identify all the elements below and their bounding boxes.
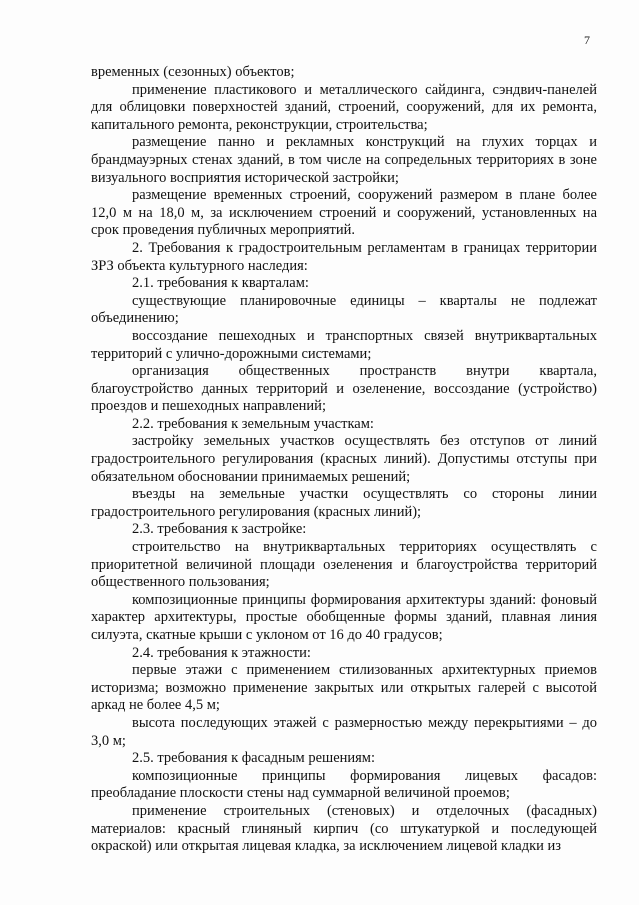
paragraph: 2.1. требования к кварталам: <box>132 275 309 292</box>
paragraph: 2.5. требования к фасадным решениям: <box>132 750 376 767</box>
paragraph: высота последующих этажей с размерностью между перекрытиями – до 3,0 м; <box>91 714 597 749</box>
paragraph: композиционные принципы формирования архитектуры зданий: фоновый характер архитектуры, простые обобщенные формы зданий, плавная линия силуэта, скатные крыши с уклоном от 16 до 40 градусов; <box>91 591 597 643</box>
paragraph: композиционные принципы формирования лицевых фасадов: преобладание плоскости стены над суммарной величиной проемов; <box>91 767 597 802</box>
paragraph: 2. Требования к градостроительным регламентам в границах территории ЗРЗ объекта культурного наследия: <box>91 239 597 274</box>
paragraph: временных (сезонных) объектов; <box>91 64 295 80</box>
paragraph: первые этажи с применением стилизованных архитектурных приемов историзма; возможно применение закрытых или открытых галерей с высотой аркад не более 4,5 м; <box>91 662 597 714</box>
paragraph: воссоздание пешеходных и транспортных связей внутриквартальных территорий с улично-дорожными системами; <box>91 327 597 362</box>
paragraph: применение строительных (стеновых) и отделочных (фасадных) материалов: красный глиняный кирпич (со штукатуркой и последующей окраской) или открытая лицевая кладка, за исключением лицевой кладки из <box>91 802 597 855</box>
paragraph: 2.2. требования к земельным участкам: <box>132 415 374 432</box>
paragraph: применение пластикового и металлического сайдинга, сэндвич-панелей для облицовки поверхностей зданий, строений, сооружений, для их ремонта, капитального ремонта, реконструкции, строительства; <box>91 81 597 133</box>
document-body <box>91 64 597 856</box>
paragraph: въезды на земельные участки осуществлять со стороны линии градостроительного регулирования (красных линий); <box>91 486 597 520</box>
paragraph: существующие планировочные единицы – кварталы не подлежат объединению; <box>91 292 597 327</box>
paragraph: размещение панно и рекламных конструкций на глухих торцах и брандмауэрных стенах зданий, в том числе на сопредельных территориях в зоне визуального восприятия исторической застройки; <box>91 134 597 186</box>
paragraph: 2.3. требования к застройке: <box>132 521 307 538</box>
paragraph: строительство на внутриквартальных территориях осуществлять с приоритетной величиной площади озеленения и благоустройства территорий общественного пользования; <box>91 539 597 591</box>
paragraph: 2.4. требования к этажности: <box>132 644 311 661</box>
paragraph: размещение временных строений, сооружений размером в плане более 12,0 м на 18,0 м, за исключением строений и сооружений, установленных на срок проведения публичных мероприятий. <box>91 187 597 239</box>
paragraph: застройку земельных участков осуществлять без отступов от линий градостроительного регулирования (красных линий). Допустимы отступы при обязательном обосновании принимаемых решений; <box>91 433 597 485</box>
page-number: 7 <box>584 33 590 47</box>
paragraph: организация общественных пространств внутри квартала, благоустройство данных территорий и озеленение, воссоздание (устройство) проездов и пешеходных направлений; <box>91 363 597 415</box>
